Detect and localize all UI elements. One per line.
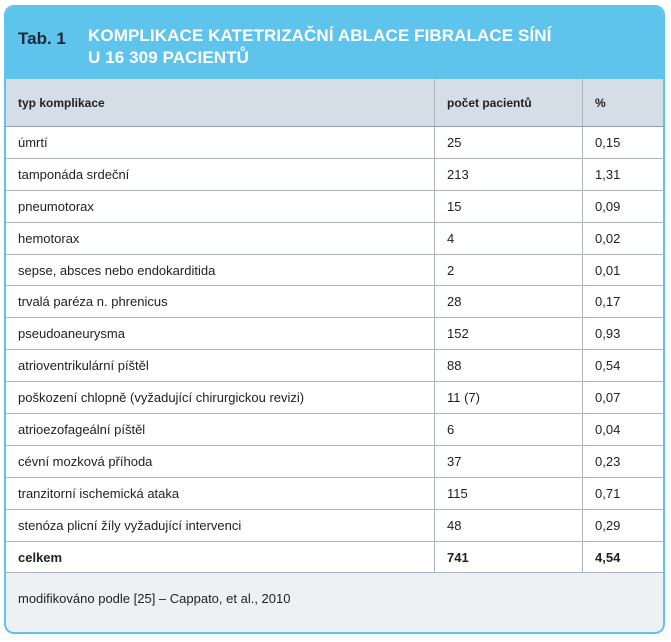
table-row: [6, 254, 663, 286]
cell-type: úmrtí: [6, 127, 435, 159]
column-header-count: počet pacientů: [435, 79, 583, 127]
table-title-line-2: U 16 309 PACIENTŮ: [88, 48, 250, 67]
table-row: [6, 445, 663, 477]
table-row: [6, 350, 663, 382]
cell-percent: 0,07: [583, 382, 664, 414]
cell-count: 4: [435, 222, 583, 254]
cell-percent: 0,01: [583, 254, 664, 286]
cell-count: 88: [435, 350, 583, 382]
column-header-row: [6, 79, 663, 127]
table-panel: [4, 5, 665, 634]
cell-count: 15: [435, 190, 583, 222]
cell-type: tranzitorní ischemická ataka: [6, 477, 435, 509]
table-row: [6, 318, 663, 350]
cell-count: 28: [435, 286, 583, 318]
cell-type: hemotorax: [6, 222, 435, 254]
cell-percent: 0,93: [583, 318, 664, 350]
column-header-percent: %: [583, 79, 664, 127]
complications-table-wrapper: [6, 79, 663, 573]
cell-type: sepse, absces nebo endokarditida: [6, 254, 435, 286]
cell-count: 152: [435, 318, 583, 350]
table-title: [88, 25, 551, 69]
cell-count: 25: [435, 127, 583, 159]
total-row: [6, 541, 663, 573]
cell-percent: 0,09: [583, 190, 664, 222]
cell-count: 37: [435, 445, 583, 477]
cell-percent: 0,23: [583, 445, 664, 477]
cell-type: trvalá paréza n. phrenicus: [6, 286, 435, 318]
cell-percent: 0,54: [583, 350, 664, 382]
cell-type: pseudoaneurysma: [6, 318, 435, 350]
table-row: [6, 414, 663, 446]
cell-percent: 0,29: [583, 509, 664, 541]
cell-percent: 1,31: [583, 158, 664, 190]
table-row: [6, 127, 663, 159]
total-label: celkem: [6, 541, 435, 573]
cell-percent: 0,02: [583, 222, 664, 254]
total-percent: 4,54: [583, 541, 664, 573]
source-note: modifikováno podle [25] – Cappato, et al., 2010: [18, 591, 291, 606]
cell-type: atrioventrikulární píštěl: [6, 350, 435, 382]
table-row: [6, 158, 663, 190]
table-row: [6, 190, 663, 222]
table-row: [6, 286, 663, 318]
cell-type: stenóza plicní žíly vyžadující intervenci: [6, 509, 435, 541]
cell-percent: 0,71: [583, 477, 664, 509]
cell-percent: 0,15: [583, 127, 664, 159]
complications-table: [6, 79, 663, 573]
cell-count: 6: [435, 414, 583, 446]
table-title-line-1: KOMPLIKACE KATETRIZAČNÍ ABLACE FIBRALACE SÍNÍ: [88, 26, 552, 45]
cell-count: 115: [435, 477, 583, 509]
table-row: [6, 509, 663, 541]
cell-count: 213: [435, 158, 583, 190]
cell-type: poškození chlopně (vyžadující chirurgickou revizi): [6, 382, 435, 414]
cell-percent: 0,17: [583, 286, 664, 318]
cell-type: tamponáda srdeční: [6, 158, 435, 190]
table-row: [6, 382, 663, 414]
table-number: Tab. 1: [18, 29, 66, 48]
column-header-type: typ komplikace: [6, 79, 435, 127]
table-header-bar: [6, 7, 663, 79]
cell-percent: 0,04: [583, 414, 664, 446]
table-row: [6, 222, 663, 254]
cell-count: 48: [435, 509, 583, 541]
cell-count: 2: [435, 254, 583, 286]
cell-type: atrioezofageální píštěl: [6, 414, 435, 446]
cell-count: 11 (7): [435, 382, 583, 414]
table-row: [6, 477, 663, 509]
cell-type: pneumotorax: [6, 190, 435, 222]
total-count: 741: [435, 541, 583, 573]
cell-type: cévní mozková příhoda: [6, 445, 435, 477]
